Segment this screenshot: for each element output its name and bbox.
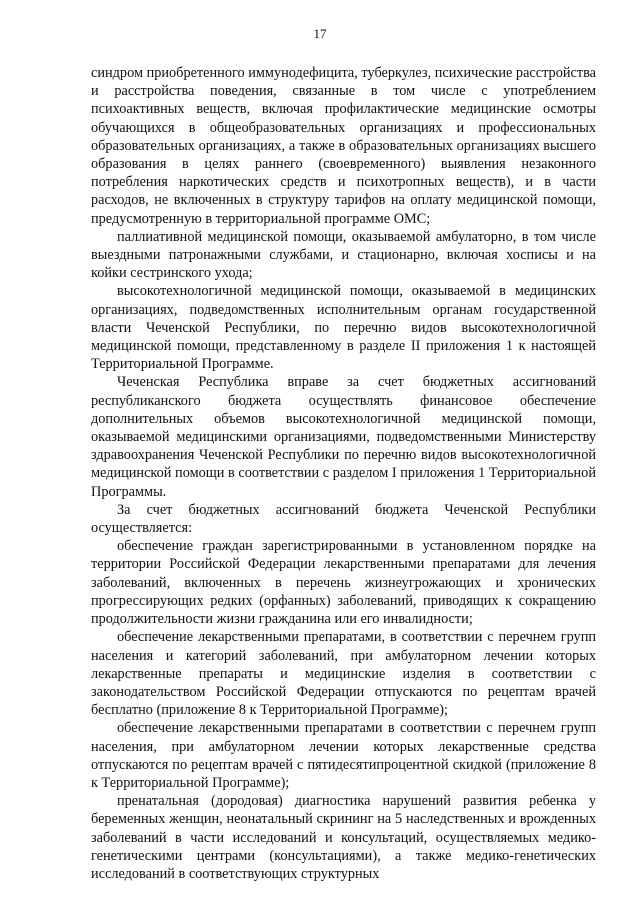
paragraph-orphan-drugs: обеспечение граждан зарегистрированными в установленном порядке на территории Российской Федерации лекарственными препаратами для лечения заболеваний, включенных в перечень жизнеугрожающих и хронических прогрессирующих редких (орфанных) заболеваний, приводящих к сокращению продолжительности жизни гражданина или его инвалидности;	[91, 538, 596, 628]
paragraph-high-tech-care: высокотехнологичной медицинской помощи, оказываемой в медицинских организациях, подведомственных исполнительным органам государственной власти Чеченской Республики, по перечню видов высокотехнологичной медицинской помощи, представленному в разделе II приложения 1 к настоящей Территориальной Программе.	[91, 283, 596, 373]
document-body	[91, 64, 596, 883]
paragraph-budget-intro: За счет бюджетных ассигнований бюджета Чеченской Республики осуществляется:	[91, 501, 596, 537]
paragraph-continuation: синдром приобретенного иммунодефицита, туберкулез, психические расстройства и расстройства поведения, связанные в том числе с употреблением психоактивных веществ, включая профилактические медицинские осмотры обучающихся в общеобразовательных организациях и профессиональных образовательных организациях, а также в образовательных организациях высшего образования в целях раннего (своевременного) выявления незаконного потребления наркотических средств и психотропных веществ), и в части расходов, не включенных в структуру тарифов на оплату медицинской помощи, предусмотренную в территориальной программе ОМС;	[91, 65, 596, 227]
paragraph-discount-prescriptions: обеспечение лекарственными препаратами в соответствии с перечнем групп населения, при амбулаторном лечении которых лекарственные средства отпускаются по рецептам врачей с пятидесятипроцентной скидкой (приложение 8 к Территориальной Программе);	[91, 720, 596, 791]
paragraph-prenatal-diagnostics: пренатальная (дородовая) диагностика нарушений развития ребенка у беременных женщин, неонатальный скрининг на 5 наследственных и врожденных заболеваний в части исследований и консультаций, осуществляемых медико-генетическими центрами (консультациями), а также медико-генетических исследований в соответствующих структурных	[91, 793, 596, 882]
paragraph-free-prescriptions: обеспечение лекарственными препаратами, в соответствии с перечнем групп населения и категорий заболеваний, при амбулаторном лечении которых лекарственные препараты и медицинские изделия в соответствии с законодательством Российской Федерации отпускаются по рецептам врачей бесплатно (приложение 8 к Территориальной Программе);	[91, 629, 596, 719]
page-number: 17	[313, 26, 327, 41]
paragraph-palliative-care: паллиативной медицинской помощи, оказываемой амбулаторно, в том числе выездными патронажными службами, и стационарно, включая хосписы и на койки сестринского ухода;	[91, 228, 596, 282]
paragraph-additional-funding: Чеченская Республика вправе за счет бюджетных ассигнований республиканского бюджета осуществлять финансовое обеспечение дополнительных объемов высокотехнологичной медицинской помощи, оказываемой медицинскими организациями, подведомственными Министерству здравоохранения Чеченской Республики по перечню видов высокотехнологичной медицинской помощи в соответствии с разделом I приложения 1 Территориальной Программы.	[91, 374, 596, 500]
